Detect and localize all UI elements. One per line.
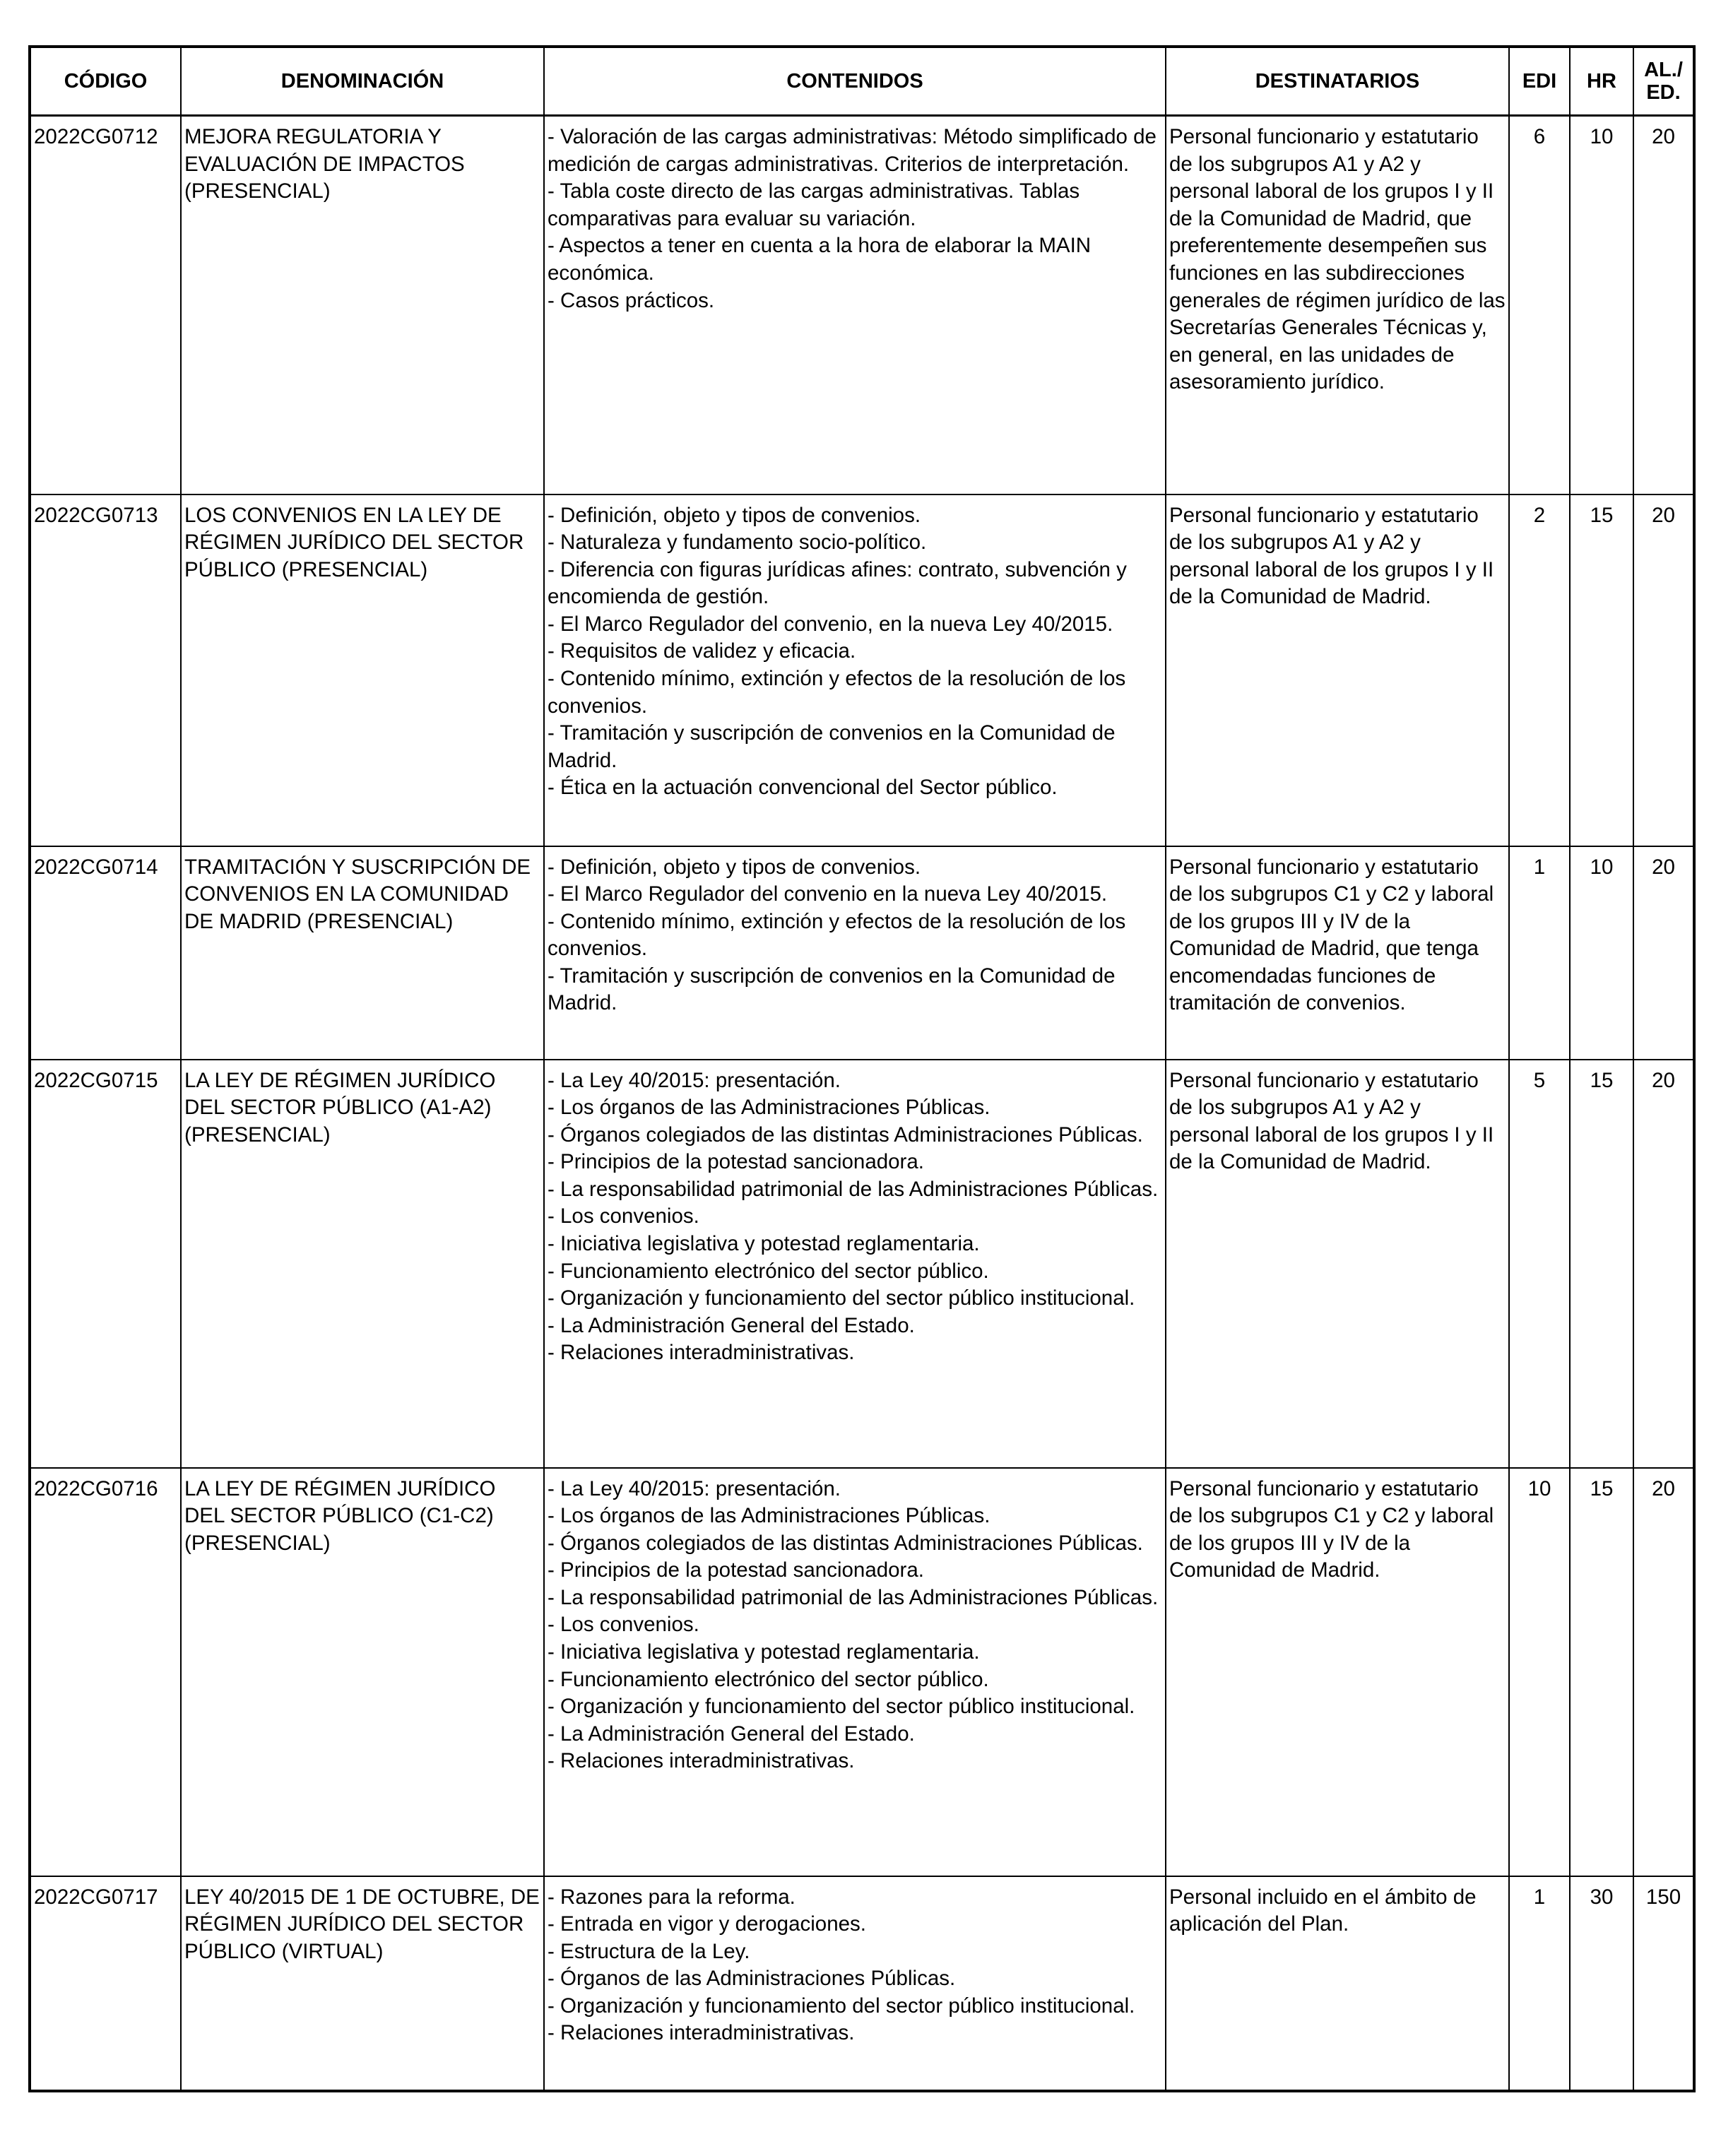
header-hr: HR: [1570, 47, 1633, 116]
cell-al-ed: 20: [1633, 846, 1694, 1060]
contenido-item: - Ética en la actuación convencional del Sector público.: [548, 776, 1058, 800]
contenido-item: - Los convenios.: [548, 1613, 699, 1637]
cell-al-ed: 20: [1633, 1468, 1694, 1876]
contenido-item: - Diferencia con figuras jurídicas afines: contrato, subvención y encomienda de gestión.: [548, 557, 1127, 609]
cell-destinatarios: Personal funcionario y estatutario de los subgrupos C1 y C2 y laboral de los grupos III y IV de la Comunidad de Madrid.: [1166, 1468, 1509, 1876]
header-al-ed-line2: ED.: [1646, 81, 1681, 104]
header-denominacion: DENOMINACIÓN: [181, 47, 544, 116]
header-row: [30, 47, 1694, 116]
contenido-item: - Los órganos de las Administraciones Públicas.: [548, 1504, 990, 1528]
contenido-item: - La Administración General del Estado.: [548, 1722, 915, 1746]
cell-contenidos: [544, 116, 1166, 494]
cell-contenidos: [544, 1876, 1166, 2091]
courses-table: [28, 45, 1696, 2092]
cell-destinatarios: Personal funcionario y estatutario de los subgrupos A1 y A2 y personal laboral de los grupos I y II de la Comunidad de Madrid.: [1166, 1060, 1509, 1468]
contenido-item: - Los convenios.: [548, 1204, 699, 1228]
cell-destinatarios: Personal funcionario y estatutario de los subgrupos A1 y A2 y personal laboral de los grupos I y II de la Comunidad de Madrid, que preferentemente desempeñen sus funciones en las subdirecciones generales de régimen jurídico de las Secretarías Generales Técnicas y, en general, en las unidades de asesoramiento jurídico.: [1166, 116, 1509, 494]
contenido-item: - Relaciones interadministrativas.: [548, 1749, 855, 1773]
cell-denominacion: TRAMITACIÓN Y SUSCRIPCIÓN DE CONVENIOS EN LA COMUNIDAD DE MADRID (PRESENCIAL): [181, 846, 544, 1060]
contenido-item: - La Administración General del Estado.: [548, 1313, 915, 1337]
cell-hr: 15: [1570, 1468, 1633, 1876]
contenido-item: - Organización y funcionamiento del sector público institucional.: [548, 1286, 1135, 1310]
cell-edi: 2: [1509, 494, 1570, 846]
table-row: [30, 116, 1694, 494]
cell-al-ed: 20: [1633, 1060, 1694, 1468]
contenido-item: - Tramitación y suscripción de convenios en la Comunidad de Madrid.: [548, 721, 1116, 772]
table-row: [30, 1468, 1694, 1876]
table-row: [30, 846, 1694, 1060]
contenido-item: - El Marco Regulador del convenio, en la nueva Ley 40/2015.: [548, 612, 1113, 636]
contenido-item: - Contenido mínimo, extinción y efectos de la resolución de los convenios.: [548, 667, 1126, 718]
cell-hr: 10: [1570, 846, 1633, 1060]
table-row: [30, 1060, 1694, 1468]
cell-denominacion: MEJORA REGULATORIA Y EVALUACIÓN DE IMPACTOS (PRESENCIAL): [181, 116, 544, 494]
contenido-item: - La responsabilidad patrimonial de las Administraciones Públicas.: [548, 1177, 1159, 1201]
contenido-item: - Casos prácticos.: [548, 288, 715, 312]
cell-hr: 30: [1570, 1876, 1633, 2091]
cell-hr: 10: [1570, 116, 1633, 494]
contenido-item: - Organización y funcionamiento del sector público institucional.: [548, 1994, 1135, 2018]
table-row: [30, 1876, 1694, 2091]
contenido-item: - Organización y funcionamiento del sector público institucional.: [548, 1695, 1135, 1719]
cell-contenidos: [544, 1468, 1166, 1876]
cell-codigo: 2022CG0716: [30, 1468, 181, 1876]
cell-destinatarios: Personal funcionario y estatutario de los subgrupos C1 y C2 y laboral de los grupos III y IV de la Comunidad de Madrid, que tenga encomendadas funciones de tramitación de convenios.: [1166, 846, 1509, 1060]
cell-edi: 1: [1509, 846, 1570, 1060]
cell-codigo: 2022CG0715: [30, 1060, 181, 1468]
contenido-item: - Principios de la potestad sancionadora.: [548, 1150, 924, 1174]
header-al-ed-line1: AL./: [1644, 59, 1683, 81]
cell-codigo: 2022CG0712: [30, 116, 181, 494]
cell-denominacion: LA LEY DE RÉGIMEN JURÍDICO DEL SECTOR PÚBLICO (C1-C2) (PRESENCIAL): [181, 1468, 544, 1876]
cell-destinatarios: Personal incluido en el ámbito de aplicación del Plan.: [1166, 1876, 1509, 2091]
cell-contenidos: [544, 494, 1166, 846]
cell-edi: 6: [1509, 116, 1570, 494]
header-al-ed: [1633, 47, 1694, 116]
contenido-item: - Contenido mínimo, extinción y efectos de la resolución de los convenios.: [548, 909, 1126, 961]
cell-hr: 15: [1570, 494, 1633, 846]
contenido-item: - La Ley 40/2015: presentación.: [548, 1476, 841, 1500]
cell-al-ed: 20: [1633, 494, 1694, 846]
contenido-item: - Aspectos a tener en cuenta a la hora de elaborar la MAIN económica.: [548, 234, 1092, 285]
cell-denominacion: LA LEY DE RÉGIMEN JURÍDICO DEL SECTOR PÚBLICO (A1-A2) (PRESENCIAL): [181, 1060, 544, 1468]
contenido-item: - Órganos colegiados de las distintas Administraciones Públicas.: [548, 1123, 1143, 1147]
contenido-item: - Los órganos de las Administraciones Públicas.: [548, 1096, 990, 1120]
contenido-item: - Naturaleza y fundamento socio-político.: [548, 531, 927, 555]
cell-codigo: 2022CG0714: [30, 846, 181, 1060]
cell-edi: 5: [1509, 1060, 1570, 1468]
contenido-item: - Valoración de las cargas administrativas: Método simplificado de medición de cargas administrativas. Criterios de interpretación.: [548, 125, 1157, 176]
cell-denominacion: LOS CONVENIOS EN LA LEY DE RÉGIMEN JURÍDICO DEL SECTOR PÚBLICO (PRESENCIAL): [181, 494, 544, 846]
cell-codigo: 2022CG0717: [30, 1876, 181, 2091]
contenido-item: - La Ley 40/2015: presentación.: [548, 1068, 841, 1092]
header-contenidos: CONTENIDOS: [544, 47, 1166, 116]
contenido-item: - Tabla coste directo de las cargas administrativas. Tablas comparativas para evaluar su variación.: [548, 179, 1080, 230]
contenido-item: - Funcionamiento electrónico del sector público.: [548, 1259, 989, 1283]
header-edi: EDI: [1509, 47, 1570, 116]
cell-edi: 10: [1509, 1468, 1570, 1876]
contenido-item: - Relaciones interadministrativas.: [548, 1341, 855, 1365]
header-codigo: CÓDIGO: [30, 47, 181, 116]
contenido-item: - Relaciones interadministrativas.: [548, 2021, 855, 2045]
contenido-item: - Iniciativa legislativa y potestad reglamentaria.: [548, 1640, 980, 1664]
header-destinatarios: DESTINATARIOS: [1166, 47, 1509, 116]
cell-al-ed: 20: [1633, 116, 1694, 494]
contenido-item: - Órganos de las Administraciones Públicas.: [548, 1967, 956, 1991]
contenido-item: - Requisitos de validez y eficacia.: [548, 639, 856, 663]
contenido-item: - Definición, objeto y tipos de convenios.: [548, 855, 921, 879]
cell-denominacion: LEY 40/2015 DE 1 DE OCTUBRE, DE RÉGIMEN JURÍDICO DEL SECTOR PÚBLICO (VIRTUAL): [181, 1876, 544, 2091]
cell-codigo: 2022CG0713: [30, 494, 181, 846]
table-body: [30, 116, 1694, 2091]
contenido-item: - La responsabilidad patrimonial de las Administraciones Públicas.: [548, 1585, 1159, 1609]
table-row: [30, 494, 1694, 846]
contenido-item: - Órganos colegiados de las distintas Administraciones Públicas.: [548, 1531, 1143, 1555]
contenido-item: - Iniciativa legislativa y potestad reglamentaria.: [548, 1232, 980, 1256]
contenido-item: - El Marco Regulador del convenio en la nueva Ley 40/2015.: [548, 882, 1108, 906]
contenido-item: - Principios de la potestad sancionadora.: [548, 1558, 924, 1582]
contenido-item: - Entrada en vigor y derogaciones.: [548, 1912, 866, 1936]
cell-edi: 1: [1509, 1876, 1570, 2091]
cell-contenidos: [544, 846, 1166, 1060]
cell-al-ed: 150: [1633, 1876, 1694, 2091]
contenido-item: - Definición, objeto y tipos de convenios.: [548, 503, 921, 527]
contenido-item: - Tramitación y suscripción de convenios en la Comunidad de Madrid.: [548, 964, 1116, 1015]
cell-contenidos: [544, 1060, 1166, 1468]
cell-hr: 15: [1570, 1060, 1633, 1468]
contenido-item: - Razones para la reforma.: [548, 1885, 796, 1909]
cell-destinatarios: Personal funcionario y estatutario de los subgrupos A1 y A2 y personal laboral de los grupos I y II de la Comunidad de Madrid.: [1166, 494, 1509, 846]
contenido-item: - Estructura de la Ley.: [548, 1939, 750, 1963]
contenido-item: - Funcionamiento electrónico del sector público.: [548, 1667, 989, 1691]
